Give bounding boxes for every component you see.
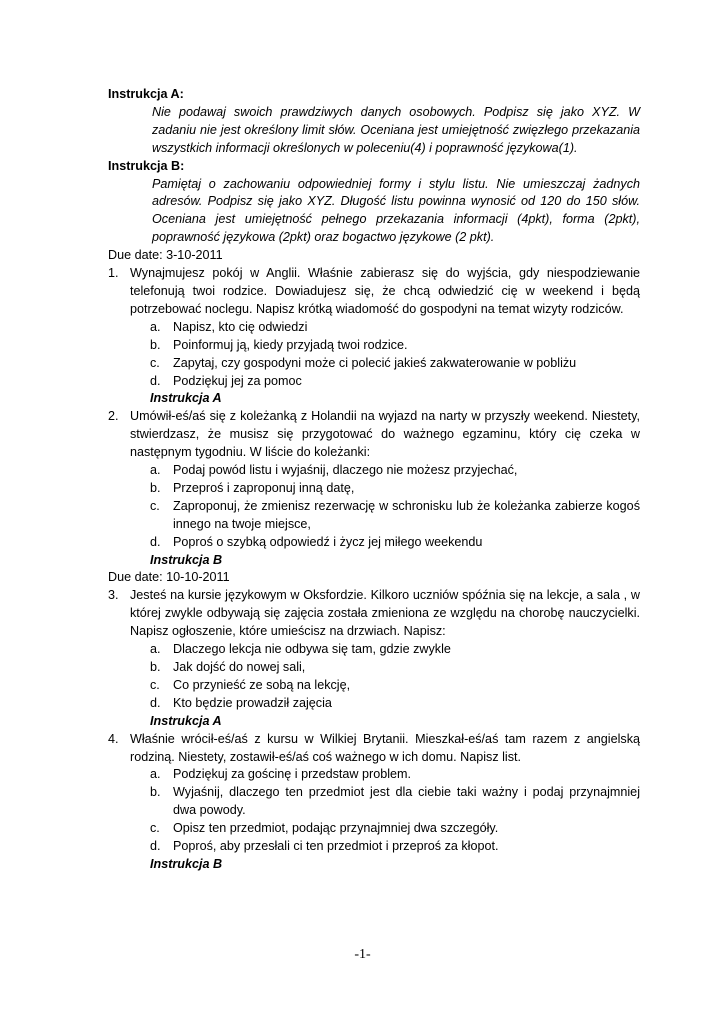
task-number: 1. bbox=[108, 266, 119, 281]
task-text: Właśnie wrócił-eś/aś z kursu w Wilkiej Brytanii. Mieszkał-eś/aś tam razem z angielską rodziną. Niestety, zostawił-eś/aś coś ważnego w ich domu. Napisz list. bbox=[130, 731, 640, 764]
task-instruction-label: Instrukcja B bbox=[150, 552, 223, 567]
item-letter: d. bbox=[150, 373, 161, 388]
task-instruction-label: Instrukcja A bbox=[150, 391, 222, 406]
list-item bbox=[150, 355, 640, 373]
item-letter: b. bbox=[150, 480, 161, 495]
list-item bbox=[150, 337, 640, 355]
instruction-b-heading: Instrukcja B: bbox=[108, 158, 185, 173]
list-item bbox=[150, 838, 640, 856]
list-item bbox=[150, 659, 640, 677]
list-item bbox=[150, 498, 640, 534]
item-text: Zaproponuj, że zmienisz rezerwację w schronisku lub że koleżanka zabierze kogoś innego na twoje miejsce, bbox=[173, 498, 640, 531]
item-letter: c. bbox=[150, 498, 160, 513]
task-1 bbox=[108, 265, 640, 408]
item-text: Co przynieść ze sobą na lekcję, bbox=[173, 677, 351, 692]
instruction-a-heading: Instrukcja A: bbox=[108, 87, 184, 101]
item-text: Napisz, kto cię odwiedzi bbox=[173, 319, 308, 334]
task-text: Jesteś na kursie językowym w Oksfordzie. Kilkoro uczniów spóźnia się na lekcje, a sala , w której zwykle odbywają się zajęcia została zmieniona ze względu na chorobę nauczycielki. Napisz ogłoszenie, które umieścisz na drzwiach. Napisz: bbox=[130, 588, 640, 639]
task-instruction-label: Instrukcja B bbox=[150, 856, 223, 871]
task-number: 3. bbox=[108, 588, 119, 603]
list-item bbox=[150, 462, 640, 480]
item-text: Podaj powód listu i wyjaśnij, dlaczego nie możesz przyjechać, bbox=[173, 463, 518, 478]
page-number: -1- bbox=[354, 947, 371, 962]
task-3 bbox=[108, 587, 640, 730]
item-text: Wyjaśnij, dlaczego ten przedmiot jest dla ciebie taki ważny i podaj przynajmniej dwa powody. bbox=[173, 785, 640, 818]
item-letter: c. bbox=[150, 355, 160, 370]
instruction-b-text: Pamiętaj o zachowaniu odpowiedniej formy i stylu listu. Nie umieszczaj żadnych adresów. Podpisz się jako XYZ. Długość listu powinna wynosić od 120 do 150 słów. Oceniana jest umiejętność pełnego przekazania informacji (4pkt), forma (2pkt), poprawność językowa (2pkt) oraz bogactwo językowe (2 pkt). bbox=[152, 176, 640, 245]
item-letter: b. bbox=[150, 785, 161, 800]
due-date: Due date: 3-10-2011 bbox=[108, 248, 223, 263]
list-item bbox=[150, 641, 640, 659]
task-4 bbox=[108, 731, 640, 874]
item-letter: a. bbox=[150, 463, 161, 478]
task-number: 4. bbox=[108, 731, 119, 746]
item-text: Poproś o szybką odpowiedź i życz jej miłego weekendu bbox=[173, 534, 483, 549]
document-content bbox=[108, 86, 640, 874]
item-letter: a. bbox=[150, 767, 161, 782]
item-text: Poproś, aby przesłali ci ten przedmiot i przeproś za kłopot. bbox=[173, 839, 499, 854]
task-2 bbox=[108, 408, 640, 569]
item-letter: d. bbox=[150, 839, 161, 854]
task-text: Wynajmujesz pokój w Anglii. Właśnie zabierasz się do wyjścia, gdy niespodziewanie telefonują twoi rodzice. Dowiadujesz się, że chcą odwiedzić cię w weekend i będą potrzebować noclegu. Napisz krótką wiadomość do gospodyni na temat wizyty rodziców. bbox=[130, 266, 640, 316]
item-letter: d. bbox=[150, 534, 161, 549]
item-text: Zapytaj, czy gospodyni może ci polecić jakieś zakwaterowanie w pobliżu bbox=[173, 355, 577, 370]
list-item bbox=[150, 820, 640, 838]
list-item bbox=[150, 373, 640, 391]
list-item bbox=[150, 695, 640, 713]
task-text: Umówił-eś/aś się z koleżanką z Holandii na wyjazd na narty w przyszły weekend. Niestety, stwierdzasz, że musisz się przygotować do ważnego egzaminu, który cię czeka w następnym tygodniu. W liście do koleżanki: bbox=[130, 409, 640, 460]
list-item bbox=[150, 534, 640, 552]
item-letter: b. bbox=[150, 337, 161, 352]
list-item bbox=[150, 677, 640, 695]
item-letter: a. bbox=[150, 642, 161, 657]
list-item bbox=[150, 766, 640, 784]
item-letter: c. bbox=[150, 821, 160, 836]
list-item bbox=[150, 480, 640, 498]
item-text: Podziękuj za gościnę i przedstaw problem. bbox=[173, 767, 412, 782]
item-text: Poinformuj ją, kiedy przyjadą twoi rodzice. bbox=[173, 337, 408, 352]
item-text: Podziękuj jej za pomoc bbox=[173, 373, 302, 388]
item-text: Przeproś i zaproponuj inną datę, bbox=[173, 480, 355, 495]
task-number: 2. bbox=[108, 409, 119, 424]
list-item bbox=[150, 784, 640, 820]
item-letter: d. bbox=[150, 695, 161, 710]
task-instruction-label: Instrukcja A bbox=[150, 713, 222, 728]
item-letter: a. bbox=[150, 319, 161, 334]
item-letter: b. bbox=[150, 660, 161, 674]
item-text: Kto będzie prowadził zajęcia bbox=[173, 695, 332, 710]
list-item bbox=[150, 319, 640, 337]
instruction-a-text: Nie podawaj swoich prawdziwych danych osobowych. Podpisz się jako XYZ. W zadaniu nie jest określony limit słów. Oceniana jest umiejętność zwięzłego przekazania wszystkich informacji określonych w poleceniu(4) i poprawność językowa(1). bbox=[152, 104, 640, 155]
due-date: Due date: 10-10-2011 bbox=[108, 570, 230, 585]
item-text: Jak dojść do nowej sali, bbox=[173, 660, 306, 674]
item-letter: c. bbox=[150, 677, 160, 692]
item-text: Opisz ten przedmiot, podając przynajmniej dwa szczegóły. bbox=[173, 821, 499, 836]
item-text: Dlaczego lekcja nie odbywa się tam, gdzie zwykle bbox=[173, 642, 451, 657]
